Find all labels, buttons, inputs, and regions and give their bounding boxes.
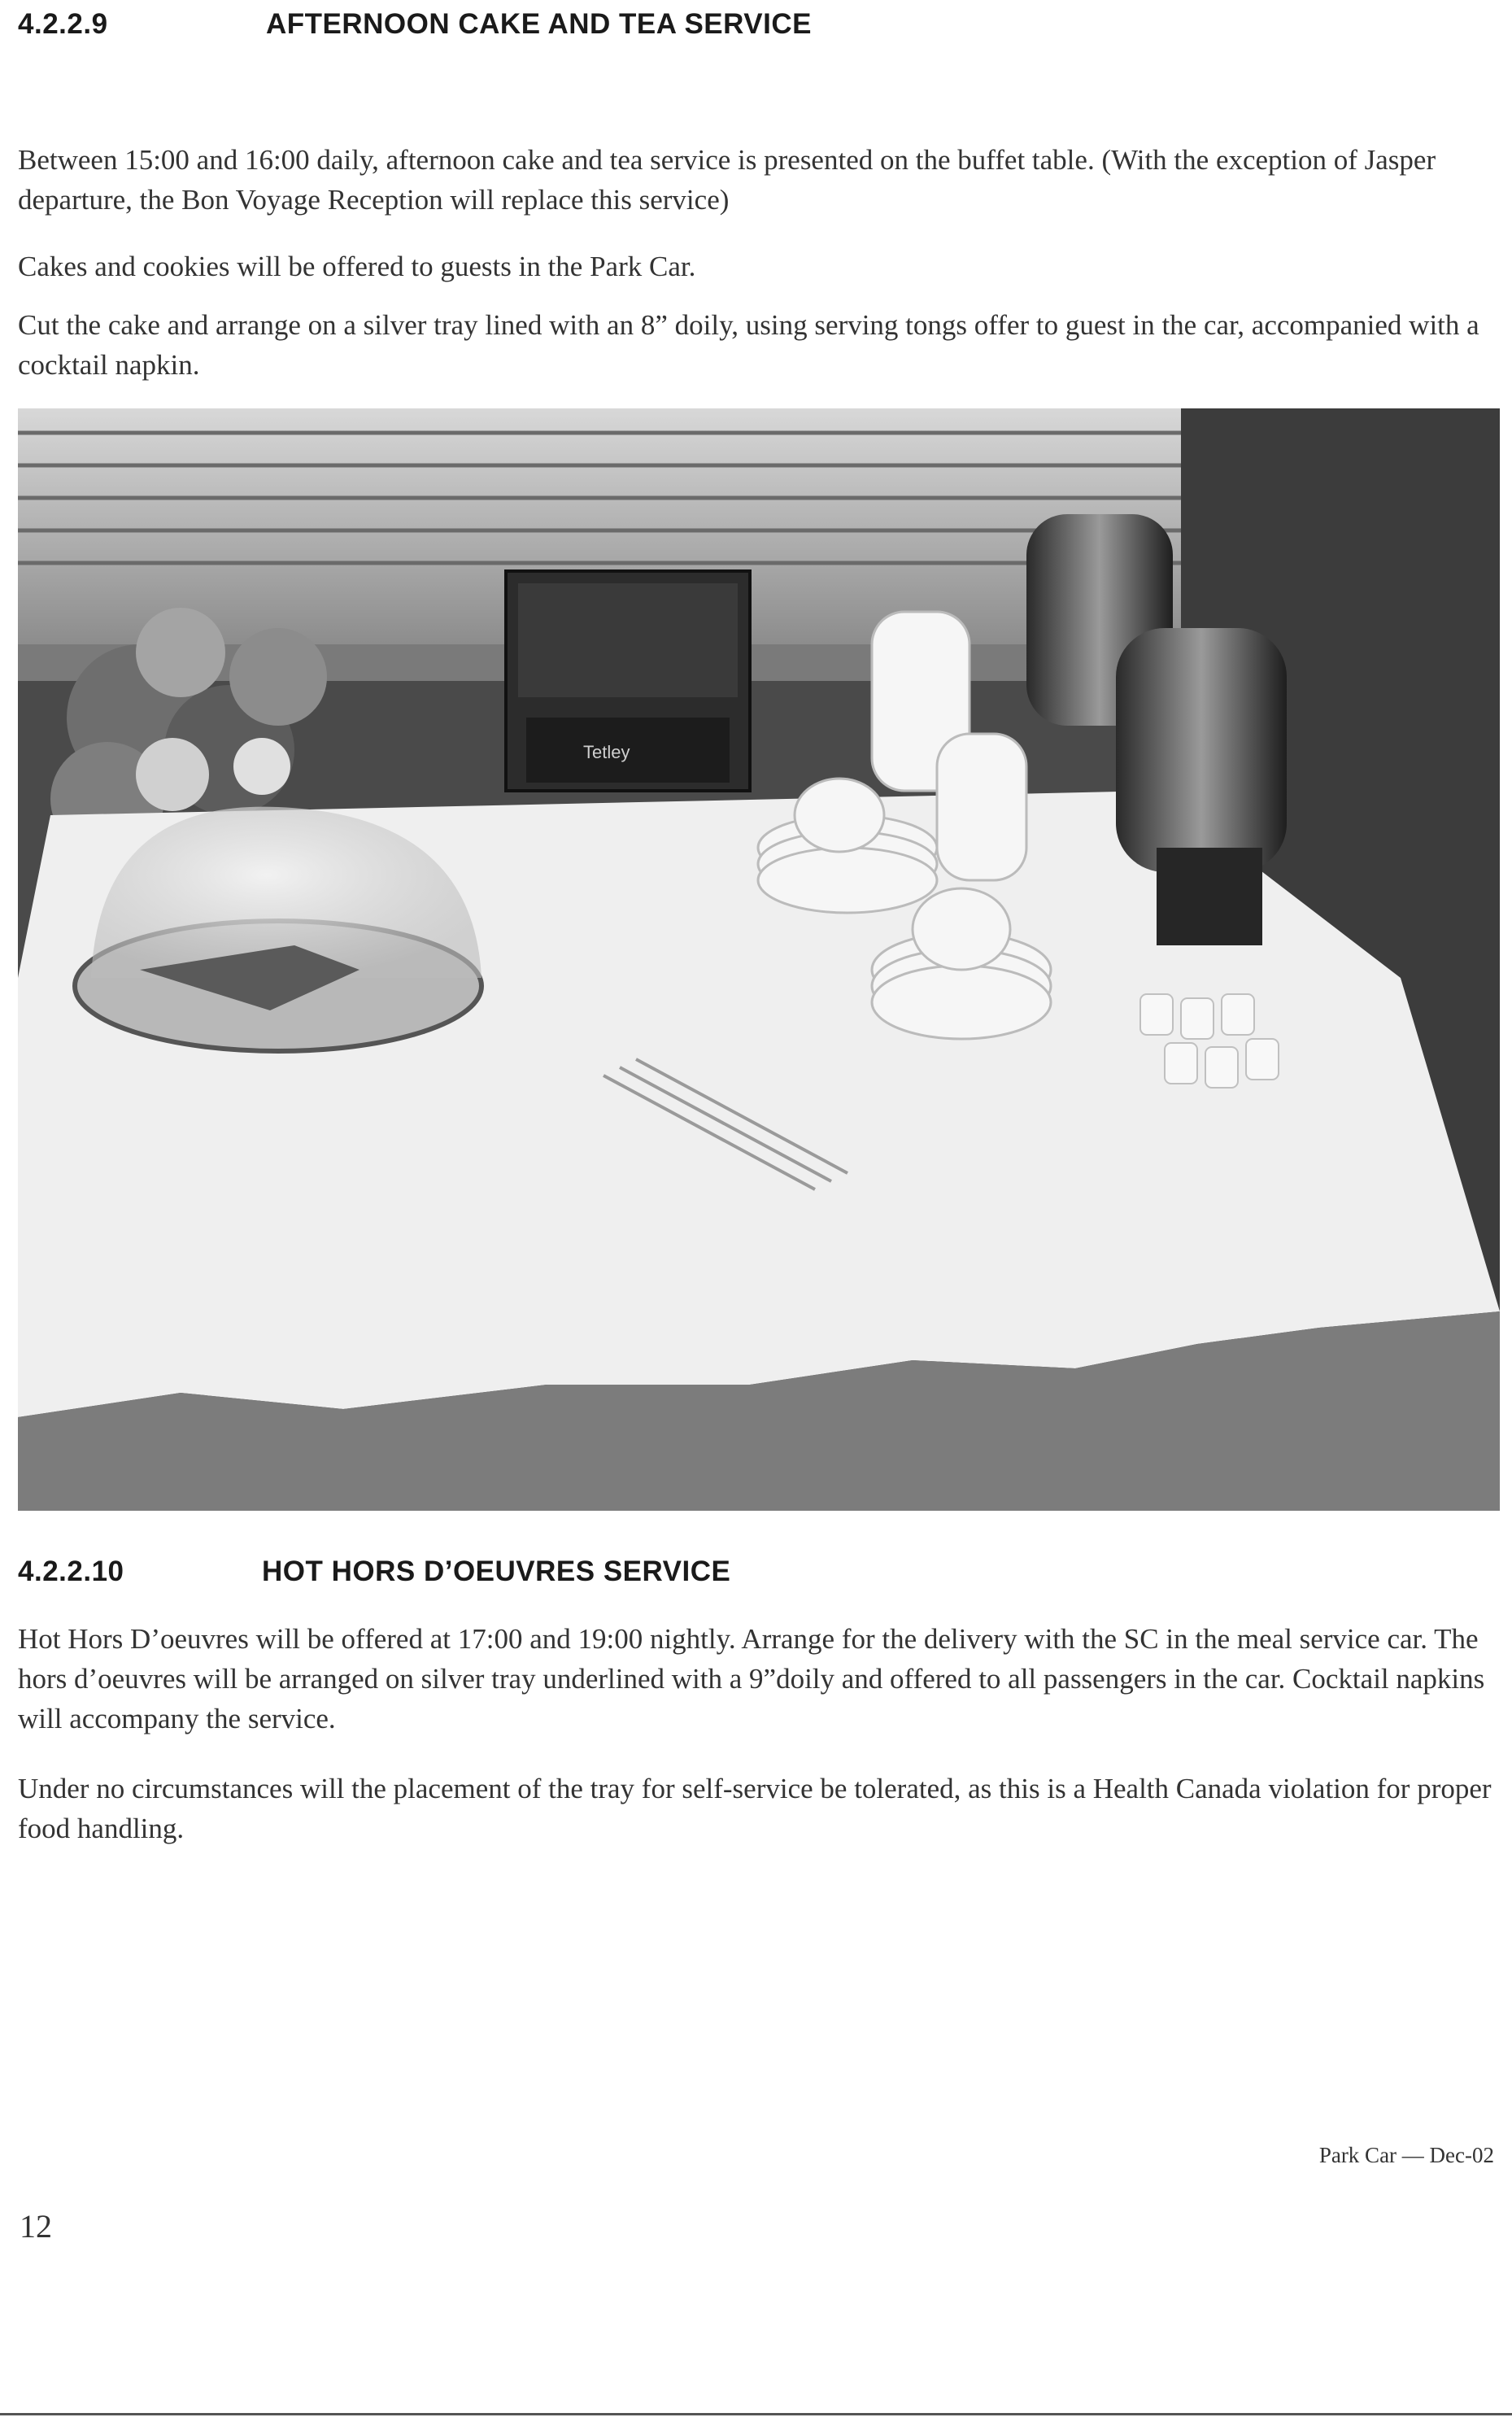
section-title: HOT HORS D’OEUVRES SERVICE (262, 1556, 731, 1587)
paragraph: Hot Hors D’oeuvres will be offered at 17:00 and 19:00 nightly. Arrange for the delivery with the SC in the meal service car. The hors d’oeuvres will be arranged on silver tray underlined with a 9”doily and offered to all passengers in the car. Cocktail napkins will accompany the service. (18, 1623, 1485, 1734)
page-number: 12 (20, 2208, 52, 2245)
section-number: 4.2.2.10 (18, 1556, 124, 1587)
bottom-divider (0, 2413, 1512, 2415)
paragraph: Cakes and cookies will be offered to guests in the Park Car. (18, 251, 696, 282)
document-label: Park Car — Dec-02 (1318, 2143, 1494, 2167)
section-heading-hot-hors-doeuvres (18, 1556, 1494, 1591)
paragraph: Between 15:00 and 16:00 daily, afternoon cake and tea service is presented on the buffet table. (With the exception of Jasper departure, the Bon Voyage Reception will replace this service) (18, 144, 1436, 216)
buffet-table-photo (18, 408, 1500, 1511)
section-number: 4.2.2.9 (18, 8, 108, 40)
paragraph: Under no circumstances will the placement of the tray for self-service be tolerated, as this is a Health Canada violation for proper food handling. (18, 1773, 1492, 1844)
section-heading-afternoon-tea (18, 8, 1494, 44)
paragraph: Cut the cake and arrange on a silver tray lined with an 8” doily, using serving tongs offer to guest in the car, accompanied with a cocktail napkin. (18, 309, 1479, 381)
section-title: AFTERNOON CAKE AND TEA SERVICE (266, 8, 812, 40)
tea-box-label: Tetley (583, 742, 630, 762)
